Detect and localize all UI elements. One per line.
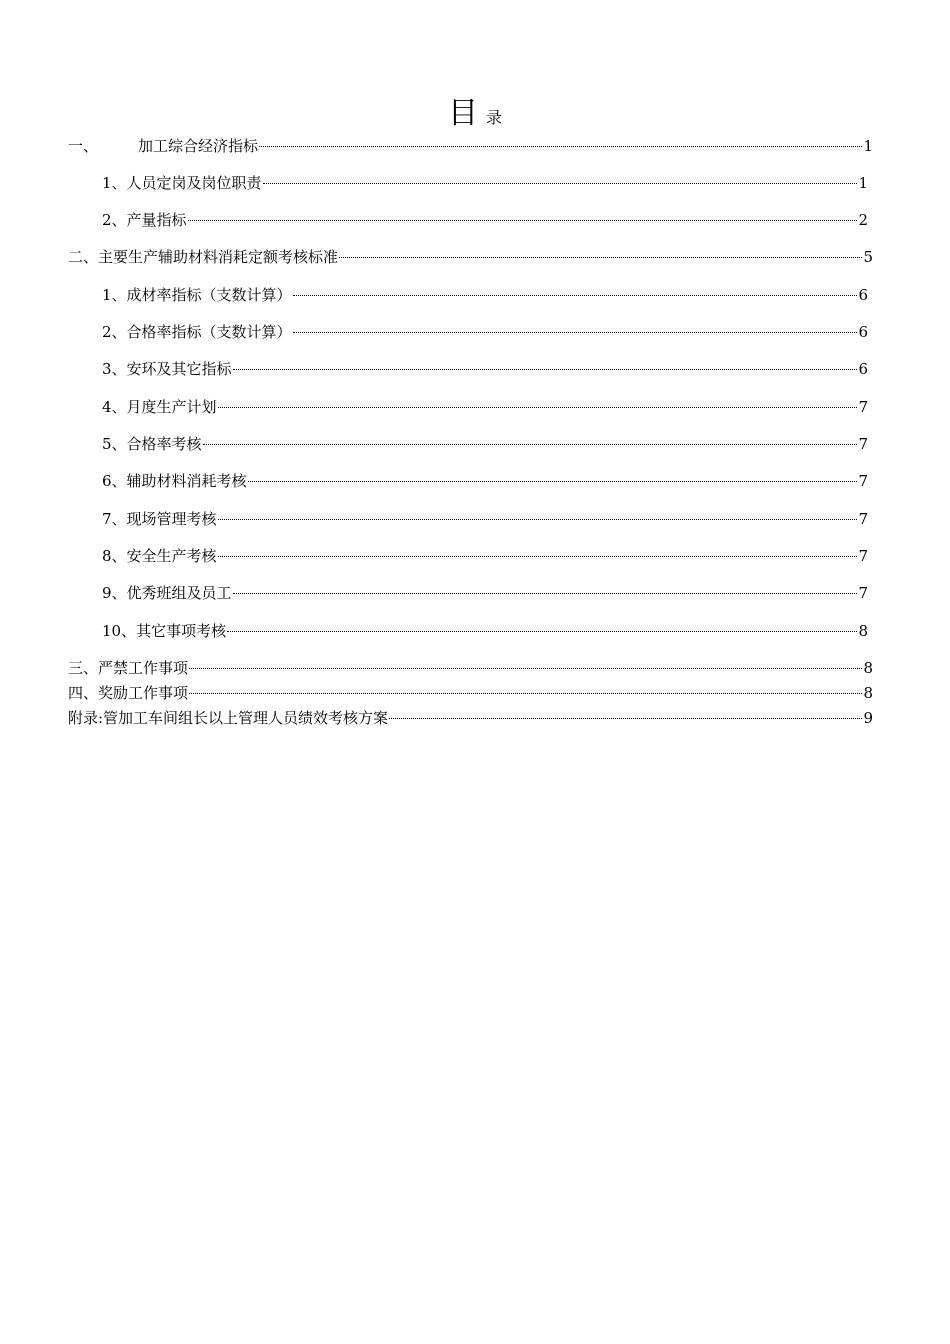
toc-entry-label: 1、成材率指标（支数计算）: [102, 286, 292, 304]
toc-title: [0, 88, 950, 132]
toc-entry-2-9[interactable]: [102, 582, 868, 604]
toc-leader-dots: [293, 332, 858, 333]
toc-entry-label: 1、人员定岗及岗位职责: [102, 174, 262, 192]
toc-entry-4[interactable]: [68, 682, 873, 704]
toc-entry-2-3[interactable]: [102, 358, 868, 380]
toc-entry-3[interactable]: [68, 657, 873, 679]
toc-leader-dots: [293, 295, 858, 296]
toc-leader-dots: [248, 481, 858, 482]
toc-title-main: 目: [447, 96, 478, 131]
toc-leader-dots: [203, 444, 858, 445]
toc-leader-dots: [227, 631, 857, 632]
toc-entry-page: 7: [858, 510, 868, 528]
toc-entry-label: 附录:管加工车间组长以上管理人员绩效考核方案: [68, 709, 389, 727]
toc-entry-page: 7: [858, 398, 868, 416]
toc-entry-page: 2: [858, 211, 868, 229]
toc-entry-page: 7: [858, 435, 868, 453]
toc-entry-page: 8: [863, 684, 873, 702]
toc-entry-2[interactable]: [68, 246, 873, 268]
toc-entry-label: 6、辅助材料消耗考核: [102, 472, 247, 490]
toc-entry-label: 5、合格率考核: [102, 435, 202, 453]
toc-entry-label: 三、严禁工作事项: [68, 659, 189, 677]
toc-leader-dots: [188, 220, 858, 221]
toc-entry-page: 7: [858, 547, 868, 565]
toc-entry-page: 8: [863, 659, 873, 677]
toc-entry-2-1[interactable]: [102, 284, 868, 306]
toc-leader-dots: [218, 519, 858, 520]
toc-entry-page: 7: [858, 472, 868, 490]
toc-leader-dots: [263, 183, 858, 184]
toc-entry-page: 1: [863, 137, 873, 155]
toc-entry-label: 2、产量指标: [102, 211, 187, 229]
toc-entry-page: 7: [858, 584, 868, 602]
toc-entry-label: 一、: [68, 137, 99, 155]
toc-entry-appendix[interactable]: [68, 707, 873, 729]
toc-title-sub: 录: [485, 108, 502, 127]
toc-entry-2-10[interactable]: [102, 620, 868, 642]
toc-entry-label: 9、优秀班组及员工: [102, 584, 232, 602]
toc-entry-label: 四、奖励工作事项: [68, 684, 189, 702]
toc-entry-1-2[interactable]: [102, 209, 868, 231]
toc-entry-label: 4、月度生产计划: [102, 398, 217, 416]
toc-leader-dots: [233, 593, 858, 594]
toc-entry-2-4[interactable]: [102, 396, 868, 418]
toc-leader-dots: [189, 668, 862, 669]
toc-entry-label: 2、合格率指标（支数计算）: [102, 323, 292, 341]
toc-entry-page: 8: [858, 622, 868, 640]
toc-entry-2-8[interactable]: [102, 545, 868, 567]
toc-leader-dots: [218, 556, 858, 557]
toc-entry-label: 7、现场管理考核: [102, 510, 217, 528]
toc-entry-page: 9: [863, 709, 873, 727]
toc-entry-2-7[interactable]: [102, 508, 868, 530]
toc-entry-label: 10、其它事项考核: [102, 622, 227, 640]
toc-leader-dots: [218, 407, 858, 408]
toc-entry-1[interactable]: [68, 135, 873, 157]
toc-entry-2-6[interactable]: [102, 470, 868, 492]
toc-entry-page: 6: [858, 286, 868, 304]
toc-entry-1-1[interactable]: [102, 172, 868, 194]
toc-leader-dots: [339, 257, 862, 258]
toc-entry-label: 3、安环及其它指标: [102, 360, 232, 378]
toc-entry-page: 1: [858, 174, 868, 192]
toc-leader-dots: [233, 369, 858, 370]
toc-entry-page: 6: [858, 323, 868, 341]
toc-entry-2-2[interactable]: [102, 321, 868, 343]
toc-leader-dots: [259, 146, 862, 147]
toc-entry-label-text: 加工综合经济指标: [138, 137, 259, 155]
toc-entry-page: 6: [858, 360, 868, 378]
toc-entry-label: 8、安全生产考核: [102, 547, 217, 565]
toc-leader-dots: [389, 718, 862, 719]
toc-entry-2-5[interactable]: [102, 433, 868, 455]
toc-entry-label: 二、主要生产辅助材料消耗定额考核标准: [68, 248, 339, 266]
toc-leader-dots: [189, 693, 862, 694]
toc-entry-page: 5: [863, 248, 873, 266]
